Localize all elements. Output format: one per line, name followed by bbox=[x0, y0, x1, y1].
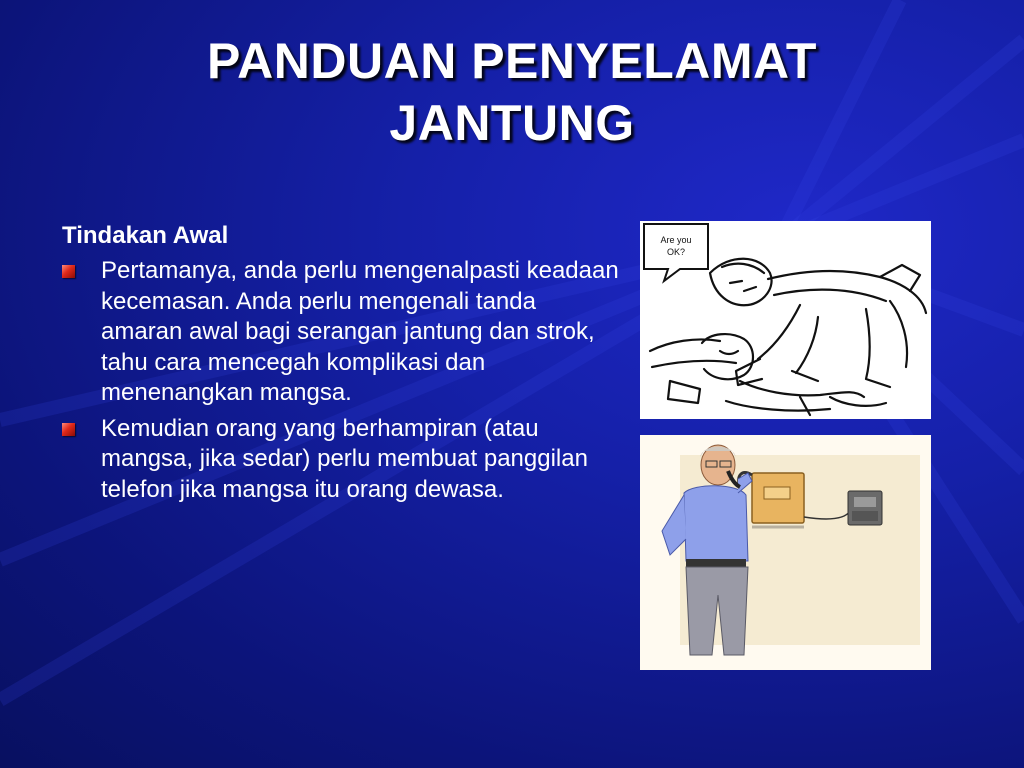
svg-text:OK?: OK? bbox=[666, 247, 686, 257]
title-line-1: PANDUAN PENYELAMAT bbox=[207, 33, 817, 89]
rescuer-checking-victim-illustration bbox=[640, 221, 931, 419]
square-bullet-icon bbox=[62, 265, 75, 278]
title-line-2: JANTUNG bbox=[389, 95, 635, 151]
speech-bubble-text: Are you bbox=[660, 235, 692, 245]
bullet-text-2: Kemudian orang yang berhampiran (atau mangsa, jika sedar) perlu membuat panggilan telefon jika mangsa itu orang dewasa. bbox=[101, 414, 588, 503]
bullet-text-1: Pertamanya, anda perlu mengenalpasti keadaan kecemasan. Anda perlu mengenali tanda amaran awal bagi serangan jantung dan strok, tahu cara mencegah komplikasi dan menenangkan mangsa. bbox=[101, 257, 619, 406]
slide-title bbox=[0, 30, 1024, 154]
bullet-item-1 bbox=[62, 256, 622, 409]
square-bullet-icon bbox=[62, 423, 75, 436]
bullet-item-2 bbox=[62, 414, 622, 506]
bullet-list bbox=[62, 256, 622, 510]
section-heading: Tindakan Awal bbox=[62, 222, 229, 249]
man-calling-on-wall-phone-illustration bbox=[640, 435, 931, 670]
